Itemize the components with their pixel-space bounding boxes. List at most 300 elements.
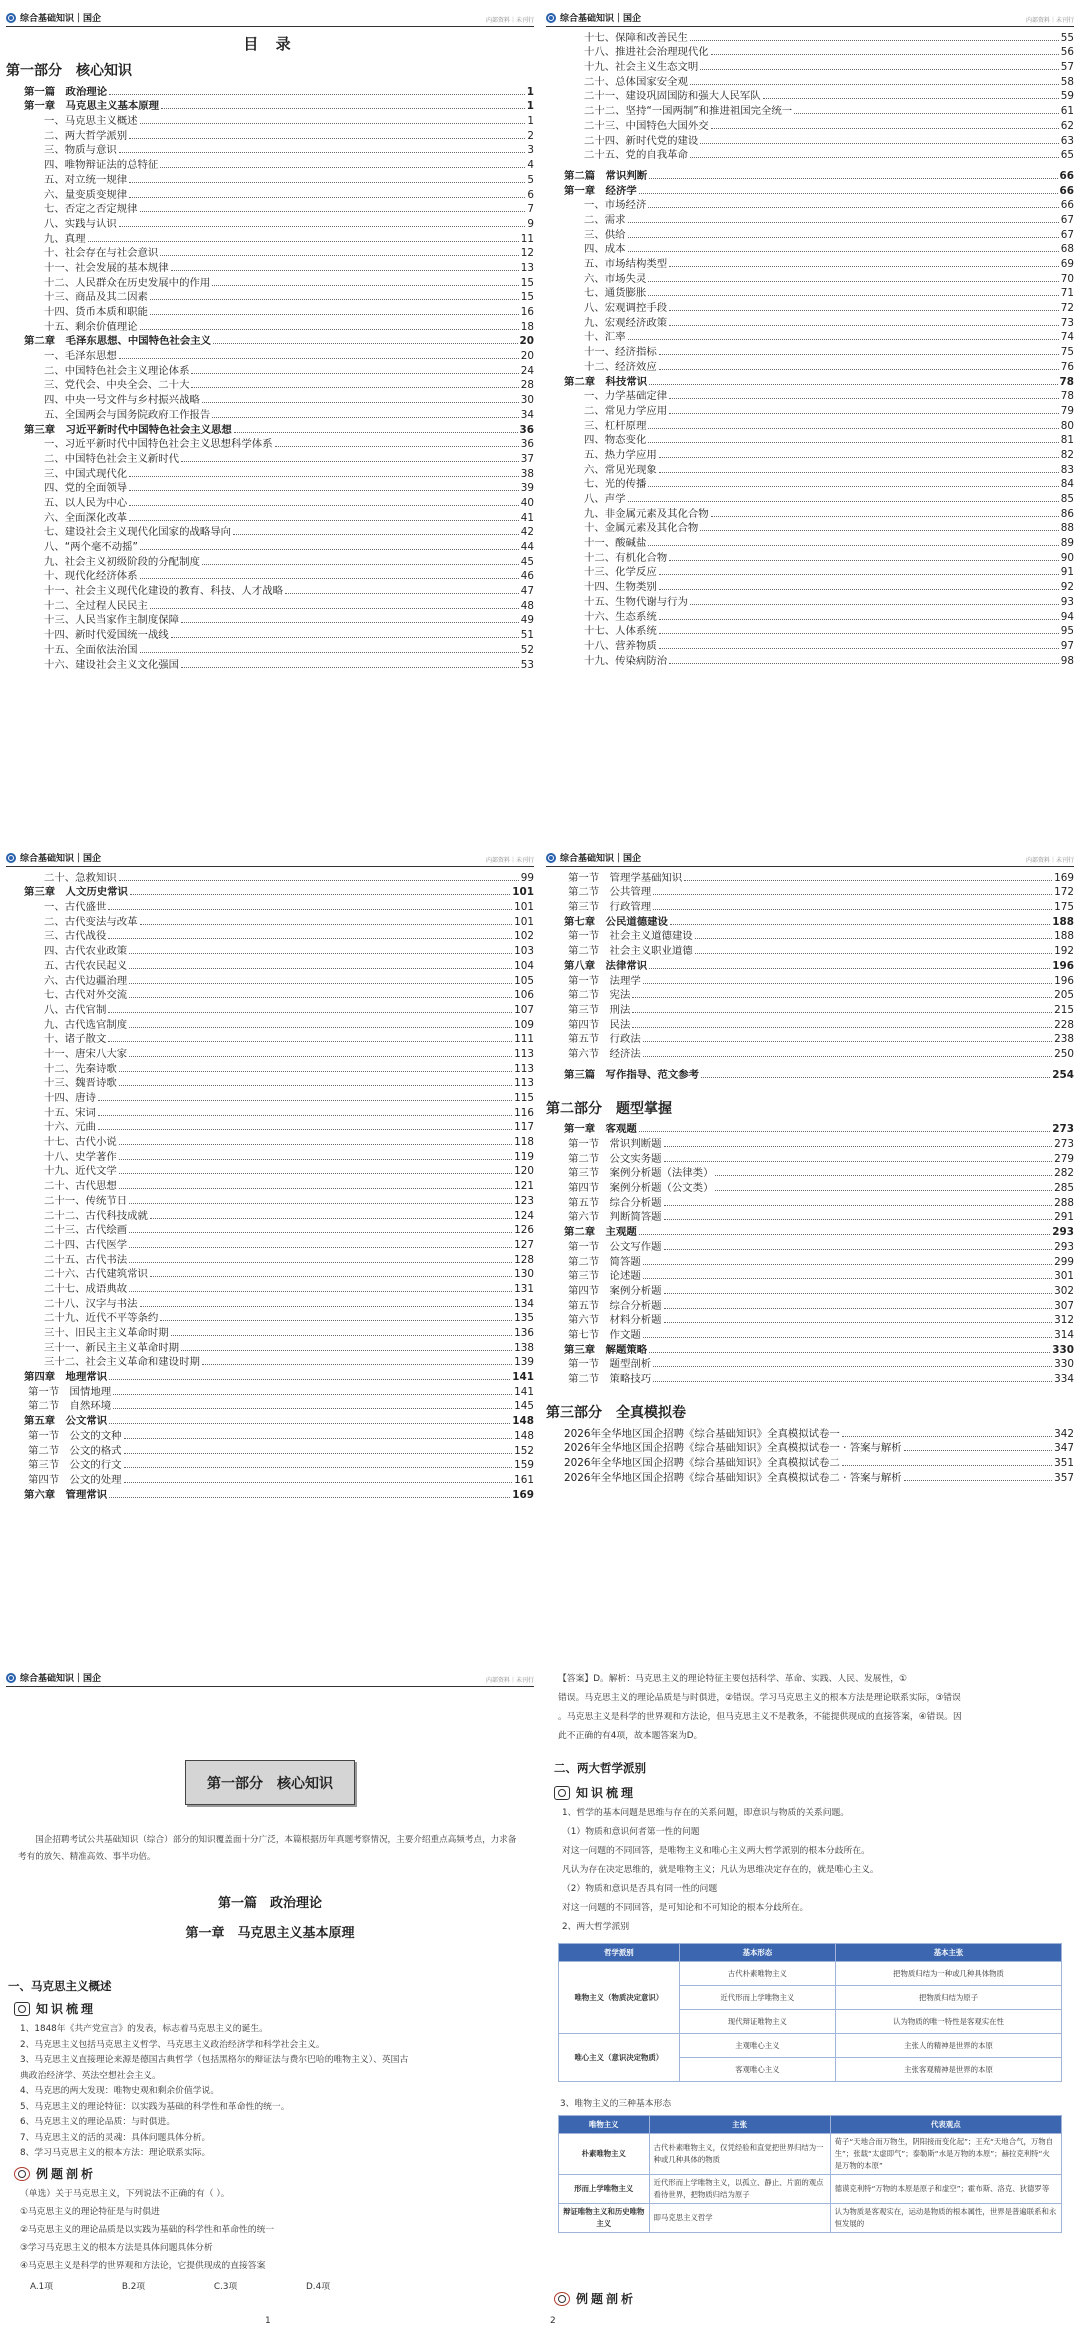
dot-leader — [140, 211, 526, 212]
toc-entry-label: 三十、旧民主主义革命时期 — [44, 1327, 169, 1339]
toc-entry[interactable] — [546, 1269, 1074, 1284]
table-cell: 唯心主义（意识决定物质） — [559, 2034, 680, 2082]
toc-entry[interactable] — [6, 583, 534, 598]
toc-entry[interactable] — [546, 1327, 1074, 1342]
toc-part[interactable] — [546, 1096, 1074, 1122]
toc-entry[interactable] — [546, 315, 1074, 330]
dot-leader — [98, 1129, 512, 1130]
toc-entry[interactable] — [6, 1164, 534, 1179]
dot-leader — [904, 1480, 1052, 1481]
toc-entry[interactable] — [546, 374, 1074, 389]
toc-entry[interactable] — [6, 99, 534, 114]
toc-entry[interactable] — [6, 870, 534, 885]
table-cell: 现代辩证唯物主义 — [679, 2010, 835, 2034]
toc-entry[interactable] — [546, 1455, 1074, 1470]
toc-entry[interactable] — [546, 653, 1074, 668]
toc-entry[interactable] — [546, 535, 1074, 550]
toc-entry-label: 四、党的全面领导 — [44, 482, 128, 495]
toc-entry[interactable] — [6, 216, 534, 231]
dot-leader — [119, 1159, 512, 1160]
toc-entry[interactable] — [6, 1046, 534, 1061]
toc-entry[interactable] — [546, 300, 1074, 315]
toc-entry[interactable] — [6, 1149, 534, 1164]
toc-entry[interactable] — [6, 451, 534, 466]
dot-leader — [904, 1450, 1052, 1451]
toc-entry[interactable] — [546, 579, 1074, 594]
toc-entry-label: 二十三、古代绘画 — [44, 1224, 128, 1237]
toc-entry[interactable] — [546, 1224, 1074, 1239]
toc-entry[interactable] — [6, 1296, 534, 1311]
toc-entry[interactable] — [6, 1223, 534, 1238]
toc-entry[interactable] — [6, 1487, 534, 1502]
toc-entry-label: 第二部分 题型掌握 — [546, 1100, 672, 1117]
toc-entry-label: 第二节 公共管理 — [568, 886, 652, 899]
toc-entry[interactable] — [6, 1017, 534, 1032]
toc-entry[interactable] — [546, 133, 1074, 148]
content-page-1 — [0, 1660, 540, 2332]
mascot-icon — [14, 2167, 30, 2181]
toc-entry[interactable] — [6, 246, 534, 261]
dot-leader — [129, 490, 519, 491]
toc-entry-label: 十二、经济效应 — [584, 360, 657, 373]
toc-entry[interactable] — [546, 286, 1074, 301]
toc-entry-label: 十三、商品及其二因素 — [44, 291, 148, 304]
toc-entry[interactable] — [546, 885, 1074, 900]
toc-entry[interactable] — [6, 290, 534, 305]
toc-entry-page: 196 — [1052, 959, 1074, 972]
table-row — [559, 1962, 1062, 1986]
toc-entry[interactable] — [6, 510, 534, 525]
toc-entry[interactable] — [546, 447, 1074, 462]
toc-entry[interactable] — [546, 344, 1074, 359]
toc-entry-label: 第三部分 全真模拟卷 — [546, 1405, 686, 1421]
toc-entry[interactable] — [6, 113, 534, 128]
dot-leader — [639, 1234, 1051, 1235]
toc-entry[interactable] — [546, 1166, 1074, 1181]
toc-entry[interactable] — [6, 334, 534, 349]
dot-leader — [124, 1482, 513, 1483]
toc-entry[interactable] — [6, 1281, 534, 1296]
dot-leader — [643, 1337, 1052, 1338]
toc-entry-page: 15 — [520, 276, 534, 289]
toc-entry[interactable] — [6, 304, 534, 319]
toc-entry[interactable] — [6, 613, 534, 628]
dot-leader — [842, 1436, 1052, 1437]
dot-leader — [628, 251, 1059, 252]
toc-entry-page: 20 — [519, 335, 534, 348]
dot-leader — [659, 369, 1059, 370]
dot-leader — [690, 157, 1059, 158]
table-cell: 把物质归结为一种或几种具体物质 — [836, 1962, 1062, 1986]
toc-entry[interactable] — [6, 202, 534, 217]
toc-entry[interactable] — [546, 462, 1074, 477]
toc-entry-page: 2 — [527, 129, 534, 142]
toc-entry[interactable] — [6, 569, 534, 584]
dot-leader — [643, 1041, 1052, 1042]
dot-leader — [700, 69, 1058, 70]
toc-entry[interactable] — [6, 914, 534, 929]
toc-entry[interactable] — [6, 525, 534, 540]
toc-entry[interactable] — [6, 1178, 534, 1193]
toc-entry[interactable] — [546, 403, 1074, 418]
toc-entry[interactable] — [6, 1252, 534, 1267]
toc-entry-label: 2026年全华地区国企招聘《综合基础知识》全真模拟试卷二 · 答案与解析 — [564, 1471, 902, 1484]
toc-entry-label: 三十二、社会主义革命和建设时期 — [44, 1356, 200, 1369]
toc-entry[interactable] — [6, 128, 534, 143]
toc-entry[interactable] — [6, 231, 534, 246]
toc-entry[interactable] — [6, 627, 534, 642]
toc-entry[interactable] — [6, 1355, 534, 1370]
toc-entry[interactable] — [546, 870, 1074, 885]
toc-entry[interactable] — [6, 481, 534, 496]
toc-entry[interactable] — [6, 172, 534, 187]
dot-leader — [98, 1100, 512, 1101]
toc-entry-page: 121 — [514, 1180, 534, 1193]
toc-entry[interactable] — [546, 624, 1074, 639]
toc-entry[interactable] — [6, 1120, 534, 1135]
toc-entry[interactable] — [546, 359, 1074, 374]
table-header: 唯物主义 — [559, 2116, 650, 2134]
toc-entry-page: 113 — [514, 1047, 534, 1060]
toc-page-4 — [540, 840, 1080, 1630]
toc-entry-page: 88 — [1060, 522, 1074, 535]
toc-entry[interactable] — [6, 1413, 534, 1428]
toc-entry-page: 41 — [520, 511, 534, 524]
toc-entry[interactable] — [6, 437, 534, 452]
dot-leader — [794, 113, 1059, 114]
toc-entry[interactable] — [6, 657, 534, 672]
toc-entry[interactable] — [6, 1193, 534, 1208]
toc-entry[interactable] — [6, 319, 534, 334]
toc-entry[interactable] — [546, 1254, 1074, 1269]
toc-entry[interactable] — [546, 638, 1074, 653]
toc-entry[interactable] — [546, 1210, 1074, 1225]
toc-entry-label: 第二节 宪法 — [568, 989, 631, 1002]
part-banner: 第一部分 核心知识 — [185, 1760, 355, 1805]
toc-entry-label: 二、中国特色社会主义新时代 — [44, 452, 180, 465]
toc-entry-page: 42 — [520, 526, 534, 539]
toc-entry-label: 二十、总体国家安全观 — [584, 75, 688, 88]
toc-entry[interactable] — [546, 183, 1074, 198]
toc-entry-page: 138 — [514, 1341, 534, 1354]
toc-entry[interactable] — [6, 642, 534, 657]
dot-leader — [649, 178, 1057, 179]
dot-leader — [129, 1203, 512, 1204]
toc-entry[interactable] — [546, 433, 1074, 448]
toc-entry-page: 113 — [514, 1077, 534, 1090]
toc-entry[interactable] — [546, 1313, 1074, 1328]
dot-leader — [119, 1173, 512, 1174]
toc-entry-label: 十八、推进社会治理现代化 — [584, 46, 709, 59]
toc-entry[interactable] — [546, 148, 1074, 163]
toc-entry[interactable] — [546, 1002, 1074, 1017]
toc-entry-label: 十、金属元素及其化合物 — [584, 522, 699, 535]
toc-entry-page: 71 — [1060, 287, 1074, 300]
toc-entry-page: 40 — [520, 496, 534, 509]
toc-entry-page: 102 — [514, 930, 534, 943]
toc-entry-label: 七、古代对外交流 — [44, 989, 128, 1002]
toc-entry-page: 6 — [527, 188, 534, 201]
toc-entry[interactable] — [546, 1283, 1074, 1298]
toc-entry[interactable] — [546, 1470, 1074, 1485]
dot-leader — [628, 237, 1059, 238]
toc-entry[interactable] — [6, 1208, 534, 1223]
toc-entry[interactable] — [546, 1017, 1074, 1032]
toc-entry[interactable] — [546, 198, 1074, 213]
toc-entry-label: 第五章 公文常识 — [24, 1415, 108, 1428]
toc-entry[interactable] — [546, 1122, 1074, 1137]
toc-entry[interactable] — [6, 348, 534, 363]
dot-leader — [659, 619, 1059, 620]
toc-entry-label: 第二节 简答题 — [568, 1255, 641, 1268]
toc-entry[interactable] — [546, 1067, 1074, 1082]
toc-entry[interactable] — [6, 275, 534, 290]
toc-entry[interactable] — [6, 495, 534, 510]
toc-entry-page: 45 — [520, 555, 534, 568]
toc-page-1 — [0, 0, 540, 800]
toc-entry[interactable] — [546, 899, 1074, 914]
toc-entry[interactable] — [546, 958, 1074, 973]
page-number: 1 — [265, 2316, 271, 2326]
toc-entry[interactable] — [6, 973, 534, 988]
toc-entry[interactable] — [6, 1472, 534, 1487]
toc-entry[interactable] — [6, 1032, 534, 1047]
toc-entry[interactable] — [6, 988, 534, 1003]
toc-entry[interactable] — [6, 1458, 534, 1473]
toc-entry[interactable] — [546, 89, 1074, 104]
toc-entry-page: 48 — [520, 599, 534, 612]
toc-entry[interactable] — [546, 1371, 1074, 1386]
toc-entry-label: 第三节 刑法 — [568, 1003, 631, 1016]
toc-entry[interactable] — [546, 59, 1074, 74]
toc-entry[interactable] — [6, 187, 534, 202]
toc-entry[interactable] — [6, 1340, 534, 1355]
toc-entry[interactable] — [6, 943, 534, 958]
toc-part[interactable] — [6, 58, 534, 84]
toc-entry-label: 一、毛泽东思想 — [44, 350, 117, 363]
dot-leader — [711, 128, 1059, 129]
toc-entry[interactable] — [546, 506, 1074, 521]
toc-entry-label: 十七、保障和改善民生 — [584, 31, 688, 44]
toc-entry[interactable] — [546, 565, 1074, 580]
dot-leader — [129, 983, 512, 984]
toc-entry[interactable] — [6, 1369, 534, 1384]
toc-entry-label: 八、古代官制 — [44, 1003, 107, 1016]
toc-entry[interactable] — [6, 1443, 534, 1458]
toc-entry-page: 131 — [514, 1282, 534, 1295]
toc-entry[interactable] — [546, 242, 1074, 257]
dot-leader — [653, 1366, 1052, 1367]
toc-entry-page: 101 — [514, 915, 534, 928]
toc-entry-page: 299 — [1054, 1255, 1074, 1268]
toc-entry[interactable] — [546, 988, 1074, 1003]
toc-entry[interactable] — [6, 407, 534, 422]
toc-entry-label: 十四、货币本质和职能 — [44, 306, 148, 318]
list-item: 错误。马克思主义的理论品质是与时俱进，②错误。学习马克思主义的根本方法是理论联系实际，③错误 — [558, 1693, 961, 1703]
toc-entry[interactable] — [6, 392, 534, 407]
toc-entry[interactable] — [546, 1357, 1074, 1372]
toc-entry-label: 三、供给 — [584, 228, 626, 241]
toc-entry[interactable] — [546, 74, 1074, 89]
dot-leader — [171, 1335, 512, 1336]
toc-entry[interactable] — [6, 1076, 534, 1091]
toc-entry-label: 第一节 题型剖析 — [568, 1358, 652, 1371]
dot-leader — [119, 152, 526, 153]
dot-leader — [124, 1438, 513, 1439]
toc-entry-page: 118 — [514, 1136, 534, 1149]
toc-entry[interactable] — [546, 1426, 1074, 1441]
page-header — [6, 1665, 534, 1687]
toc-entry-page: 70 — [1060, 272, 1074, 285]
toc-entry[interactable] — [546, 477, 1074, 492]
toc-entry[interactable] — [6, 899, 534, 914]
toc-entry[interactable] — [6, 422, 534, 437]
toc-entry[interactable] — [546, 1195, 1074, 1210]
toc-entry[interactable] — [546, 929, 1074, 944]
toc-entry[interactable] — [6, 1237, 534, 1252]
toc-entry-label: 第四节 公文的处理 — [28, 1473, 122, 1486]
toc-entry[interactable] — [546, 30, 1074, 45]
toc-entry[interactable] — [546, 227, 1074, 242]
dot-leader — [160, 255, 518, 256]
toc-entry[interactable] — [546, 1441, 1074, 1456]
toc-entry[interactable] — [546, 914, 1074, 929]
toc-entry[interactable] — [6, 1134, 534, 1149]
toc-entry[interactable] — [546, 943, 1074, 958]
toc-entry-page: 307 — [1054, 1299, 1074, 1312]
toc-entry-label: 九、非金属元素及其化合物 — [584, 507, 709, 520]
toc-entry-page: 66 — [1059, 184, 1074, 197]
toc-page-3 — [0, 840, 540, 1630]
toc-entry[interactable] — [546, 1046, 1074, 1061]
toc-entry[interactable] — [6, 1105, 534, 1120]
dot-leader — [150, 1276, 512, 1277]
dot-leader — [161, 108, 525, 109]
toc-entry[interactable] — [6, 598, 534, 613]
toc-entry[interactable] — [546, 103, 1074, 118]
toc-entry[interactable] — [546, 1032, 1074, 1047]
toc-entry[interactable] — [6, 539, 534, 554]
dot-leader — [648, 295, 1058, 296]
toc-entry[interactable] — [6, 1325, 534, 1340]
toc-entry[interactable] — [6, 929, 534, 944]
toc-entry[interactable] — [546, 521, 1074, 536]
toc-entry-label: 第八章 法律常识 — [564, 959, 648, 972]
toc-entry[interactable] — [6, 1384, 534, 1399]
toc-entry[interactable] — [546, 45, 1074, 60]
toc-entry[interactable] — [546, 271, 1074, 286]
toc-entry-page: 82 — [1060, 448, 1074, 461]
toc-entry-page: 215 — [1054, 1003, 1074, 1016]
page-number: 2 — [550, 2316, 556, 2326]
toc-entry[interactable] — [546, 256, 1074, 271]
dot-leader — [649, 384, 1057, 385]
dot-leader — [234, 432, 518, 433]
toc-entry[interactable] — [546, 491, 1074, 506]
toc-entry[interactable] — [546, 1151, 1074, 1166]
toc-entry[interactable] — [6, 1311, 534, 1326]
toc-entry[interactable] — [6, 466, 534, 481]
page-header — [6, 845, 534, 867]
table-cell: 主张客观精神是世界的本原 — [836, 2058, 1062, 2082]
toc-entry-page: 92 — [1060, 581, 1074, 594]
toc-entry[interactable] — [6, 157, 534, 172]
toc-entry-label: 第三章 人文历史常识 — [24, 886, 128, 899]
toc-entry-page: 188 — [1054, 930, 1074, 943]
toc-entry[interactable] — [546, 212, 1074, 227]
toc-entry[interactable] — [546, 609, 1074, 624]
dot-leader — [643, 1056, 1052, 1057]
toc-entry-label: 一、古代盛世 — [44, 901, 107, 914]
toc-entry[interactable] — [546, 1298, 1074, 1313]
toc-entry-label: 九、社会主义初级阶段的分配制度 — [44, 555, 200, 568]
list-item: 2、马克思主义包括马克思主义哲学、马克思主义政治经济学和科学社会主义。 — [20, 2039, 325, 2050]
toc-entry-label: 五、以人民为中心 — [44, 496, 128, 509]
toc-entry[interactable] — [6, 260, 534, 275]
toc-entry[interactable] — [6, 885, 534, 900]
dot-leader — [233, 534, 519, 535]
toc-entry-page: 342 — [1054, 1427, 1074, 1440]
toc-entry[interactable] — [546, 168, 1074, 183]
toc-entry-page: 13 — [520, 261, 534, 274]
toc-entry[interactable] — [6, 363, 534, 378]
dot-leader — [763, 98, 1059, 99]
dot-leader — [690, 604, 1059, 605]
header-note: 内部资料｜未刊行 — [485, 17, 534, 24]
toc-entry[interactable] — [6, 1399, 534, 1414]
toc-entry[interactable] — [6, 1002, 534, 1017]
toc-entry-label: 四、中央一号文件与乡村振兴战略 — [44, 394, 200, 407]
toc-entry[interactable] — [6, 958, 534, 973]
toc-entry[interactable] — [6, 1061, 534, 1076]
toc-part[interactable] — [546, 1400, 1074, 1426]
toc-entry[interactable] — [6, 1267, 534, 1282]
toc-entry[interactable] — [546, 330, 1074, 345]
toc-entry[interactable] — [6, 1428, 534, 1443]
brand-logo-icon — [6, 1673, 16, 1683]
toc-entry[interactable] — [546, 1342, 1074, 1357]
dot-leader — [669, 663, 1059, 664]
toc-entry-label: 二十八、汉字与书法 — [44, 1297, 138, 1310]
toc-entry[interactable] — [6, 554, 534, 569]
toc-entry-label: 十四、生物类别 — [584, 581, 657, 594]
toc-entry-page: 24 — [520, 364, 534, 377]
toc-entry[interactable] — [546, 594, 1074, 609]
toc-entry-label: 十三、化学反应 — [584, 566, 657, 579]
toc-entry-page: 228 — [1054, 1018, 1074, 1031]
toc-entry-label: 九、宏观经济政策 — [584, 316, 668, 329]
toc-entry[interactable] — [546, 418, 1074, 433]
toc-entry[interactable] — [546, 118, 1074, 133]
toc-entry[interactable] — [6, 1090, 534, 1105]
toc-entry[interactable] — [546, 1180, 1074, 1195]
toc-entry-label: 十五、全面依法治国 — [44, 643, 138, 656]
toc-entry-label: 二十二、坚持“一国两制”和推进祖国完全统一 — [584, 105, 793, 118]
toc-entry[interactable] — [546, 973, 1074, 988]
toc-entry[interactable] — [546, 550, 1074, 565]
header-note: 内部资料｜未刊行 — [1025, 857, 1074, 864]
toc-entry[interactable] — [6, 378, 534, 393]
toc-entry[interactable] — [546, 389, 1074, 404]
toc-entry[interactable] — [546, 1239, 1074, 1254]
toc-entry-label: 第二节 公文的格式 — [28, 1444, 122, 1457]
book-icon — [554, 1786, 570, 1800]
toc-entry-page: 76 — [1060, 360, 1074, 373]
toc-entry-label: 十九、社会主义生态文明 — [584, 61, 699, 74]
toc-entry[interactable] — [546, 1136, 1074, 1151]
toc-entry[interactable] — [6, 143, 534, 158]
toc-entry[interactable] — [6, 84, 534, 99]
